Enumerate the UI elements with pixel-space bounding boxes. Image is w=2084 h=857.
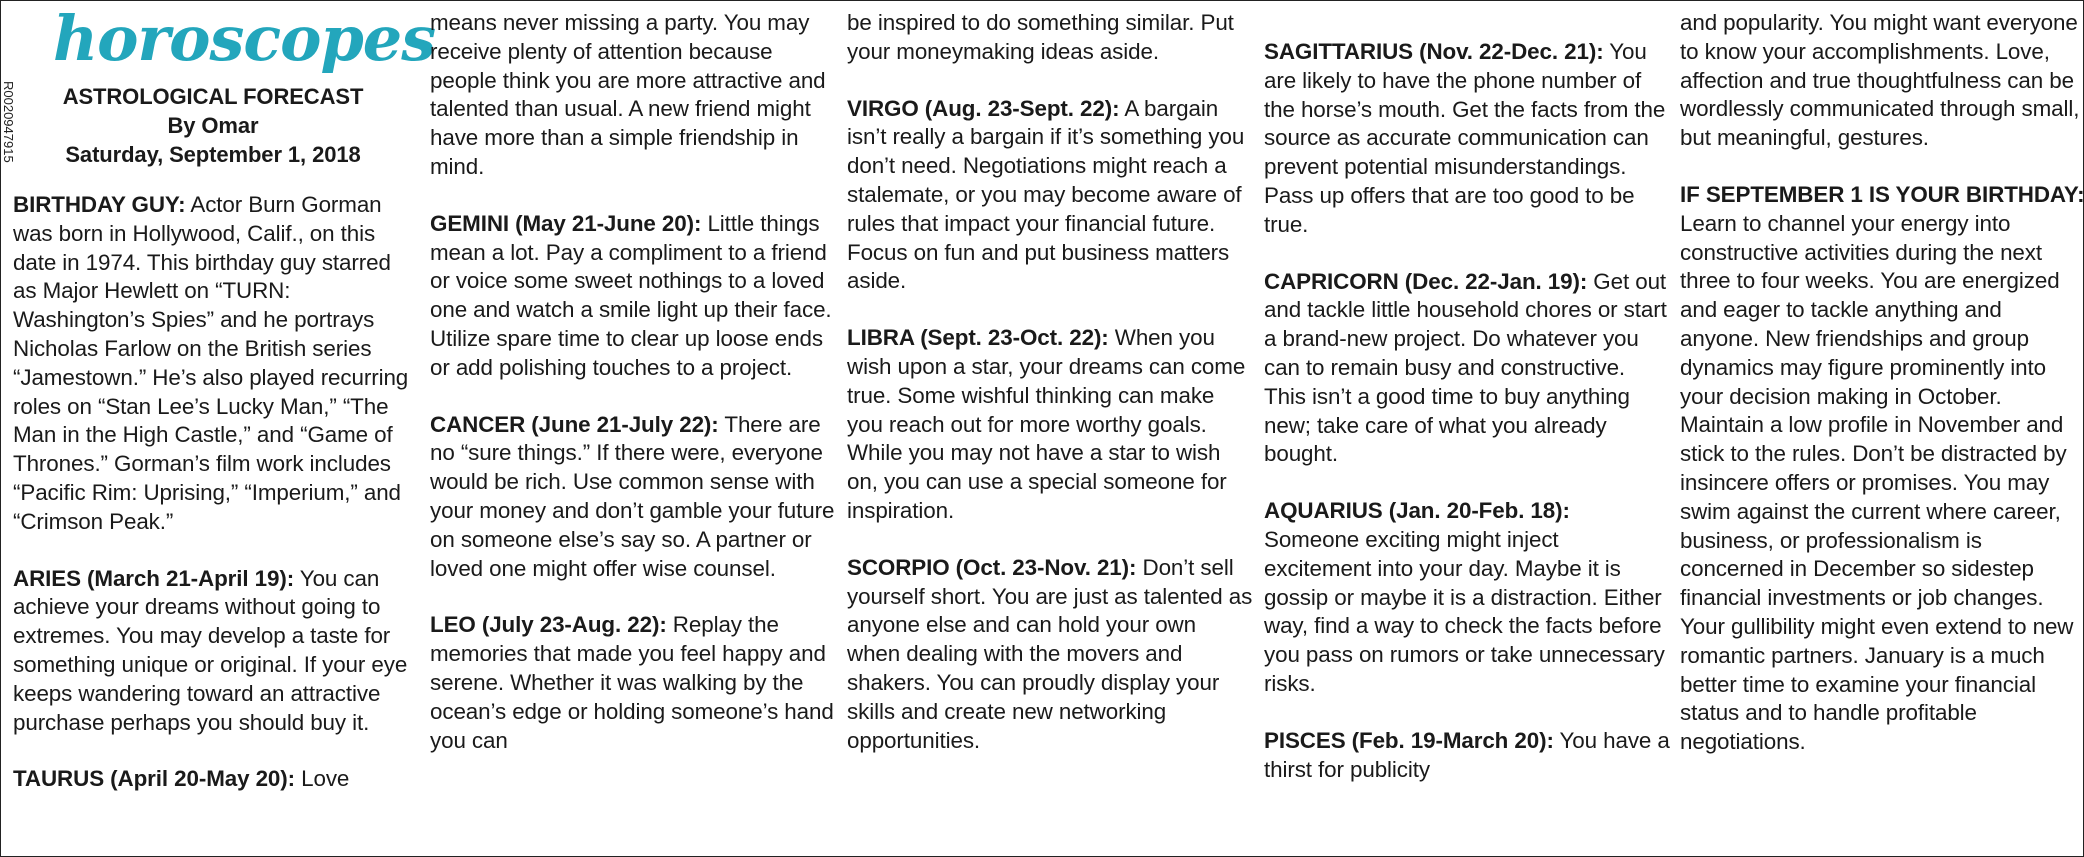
scorpio-entry (847, 554, 1253, 756)
scorpio-heading: SCORPIO (Oct. 23-Nov. 21): (847, 554, 1137, 580)
birthday-outlook-heading: IF SEPTEMBER 1 IS YOUR BIRTHDAY: (1680, 181, 2084, 207)
libra-heading: LIBRA (Sept. 23-Oct. 22): (847, 325, 1109, 351)
cancer-entry (430, 411, 836, 584)
taurus-continued: means never missing a party. You may receive plenty of attention because people think you are more attractive and talented than usual. A new friend might have more than a simple friendship in mind. (430, 10, 826, 179)
libra-entry (847, 324, 1253, 526)
birthday-guy-text: Actor Burn Gorman was born in Hollywood, Calif., on this date in 1974. This birthday guy starred as Major Hewlett on “TURN: Washington’s Spies” and he portrays Nicholas Farlow on the British series “Jamestown.” He’s also played recurring roles on “Stan Lee’s Lucky Man,” “The Man in the High Castle,” and “Game of Thrones.” Gorman’s film work includes “Pacific Rim: Uprising,” “Imperium,” and “Crimson Peak.” (13, 192, 409, 534)
column-5 (1680, 9, 2084, 785)
cancer-text: There are no “sure things.” If there were, everyone would be rich. Use common sense with your money and don’t gamble your future on someone else’s say so. A partner or loved one might offer wise counsel. (430, 411, 835, 581)
capricorn-heading: CAPRICORN (Dec. 22-Jan. 19): (1264, 268, 1588, 294)
taurus-heading: TAURUS (April 20-May 20): (13, 766, 295, 792)
sagittarius-heading: SAGITTARIUS (Nov. 22-Dec. 21): (1264, 39, 1604, 64)
aquarius-heading: AQUARIUS (Jan. 20-Feb. 18): (1264, 498, 1570, 524)
virgo-text: A bargain isn’t really a bargain if it’s something you don’t need. Negotiations might reach a stalemate, or you may become aware of rules that impact your financial future. Focus on fun and put business matters aside. (847, 95, 1245, 294)
aquarius-text: Someone exciting might inject excitement into your day. Maybe it is gossip or maybe it is a distraction. Either way, find a way to check the facts before you pass on rumors or take unnecessary risks. (1264, 526, 1665, 696)
capricorn-entry (1264, 268, 1670, 470)
pisces-continued: and popularity. You might want everyone to know your accomplishments. Love, affection and true thoughtfulness can be wordlessly communicated through small, but meaningful, gestures. (1680, 10, 2080, 151)
libra-text: When you wish upon a star, your dreams can come true. Some wishful thinking can make you reach out for more worthy goals. While you may not have a star to wish on, you can use a special someone for inspiration. (847, 325, 1246, 523)
pisces-text-start: You have a thirst for publicity (1264, 727, 1670, 782)
leo-continued: be inspired to do something similar. Put your moneymaking ideas aside. (847, 10, 1234, 64)
leo-text-start: Replay the memories that made you feel happy and serene. Whether it was walking by the ocean’s edge or holding someone’s hand you can (430, 612, 834, 753)
birthday-guy-entry (13, 191, 413, 537)
gemini-heading: GEMINI (May 21-June 20): (430, 210, 702, 236)
birthday-outlook-entry (1680, 181, 2084, 757)
aries-entry (13, 565, 413, 738)
forecast-title: ASTROLOGICAL FORECAST (62, 84, 364, 109)
column-3 (847, 9, 1253, 783)
aries-text: You can achieve your dreams without going to extremes. You may develop a taste for something unique or original. If your eye keeps wandering toward an attractive purchase perhaps you should buy it. (13, 565, 408, 735)
masthead (13, 2, 436, 169)
cancer-heading: CANCER (June 21-July 22): (430, 411, 719, 437)
sagittarius-entry (1264, 38, 1670, 240)
column-4 (1264, 38, 1670, 812)
aquarius-entry (1264, 497, 1670, 699)
side-code: R0020947915 (1, 81, 16, 163)
pisces-entry (1264, 727, 1670, 785)
gemini-entry (430, 210, 836, 383)
leo-entry (430, 611, 836, 755)
birthday-outlook-text: Learn to channel your energy into constructive activities during the next three to four weeks. You are energized and eager to tackle anything and anyone. New friendships and group dynamics may figure prominently into your decision making in October. Maintain a low profile in November and stick to the rules. Don’t be distracted by insincere offers or promises. You may swim against the current where career, business, or professionalism is concerned in December so sidestep financial investments or job changes. Your gullibility might even extend to new romantic partners. January is a much better time to examine your financial status and to handle profitable negotiations. (1680, 210, 2074, 755)
column-1 (13, 2, 436, 822)
sagittarius-text: You are likely to have the phone number of the horse’s mouth. Get the facts from the source as accurate communication can prevent potential misunderstandings. Pass up offers that are too good to be true. (1264, 39, 1666, 237)
horoscopes-logo: horoscopes (53, 2, 436, 75)
scorpio-text: Don’t sell yourself short. You are just as talented as anyone else and can hold your own when dealing with the movers and shakers. You can proudly display your skills and create new networking opportunities. (847, 554, 1253, 753)
virgo-heading: VIRGO (Aug. 23-Sept. 22): (847, 95, 1120, 121)
gemini-text: Little things mean a lot. Pay a compliment to a friend or voice some sweet nothings to a loved one and watch a smile light up their face. Utilize spare time to clear up loose ends or add polishing touches to a project. (430, 210, 832, 380)
aries-heading: ARIES (March 21-April 19): (13, 565, 295, 591)
taurus-entry (13, 765, 413, 794)
column-2 (430, 9, 836, 783)
pisces-heading: PISCES (Feb. 19-March 20): (1264, 727, 1554, 753)
taurus-text-start: Love (295, 766, 350, 792)
byline: By Omar (167, 113, 259, 138)
leo-heading: LEO (July 23-Aug. 22): (430, 612, 667, 638)
birthday-guy-heading: BIRTHDAY GUY: (13, 192, 186, 217)
virgo-entry (847, 95, 1253, 297)
capricorn-text: Get out and tackle little household chores or start a brand-new project. Do whatever you can to remain busy and constructive. This isn’t a good time to buy anything new; take care of what you already bought. (1264, 268, 1667, 467)
date-line: Saturday, September 1, 2018 (65, 142, 361, 167)
